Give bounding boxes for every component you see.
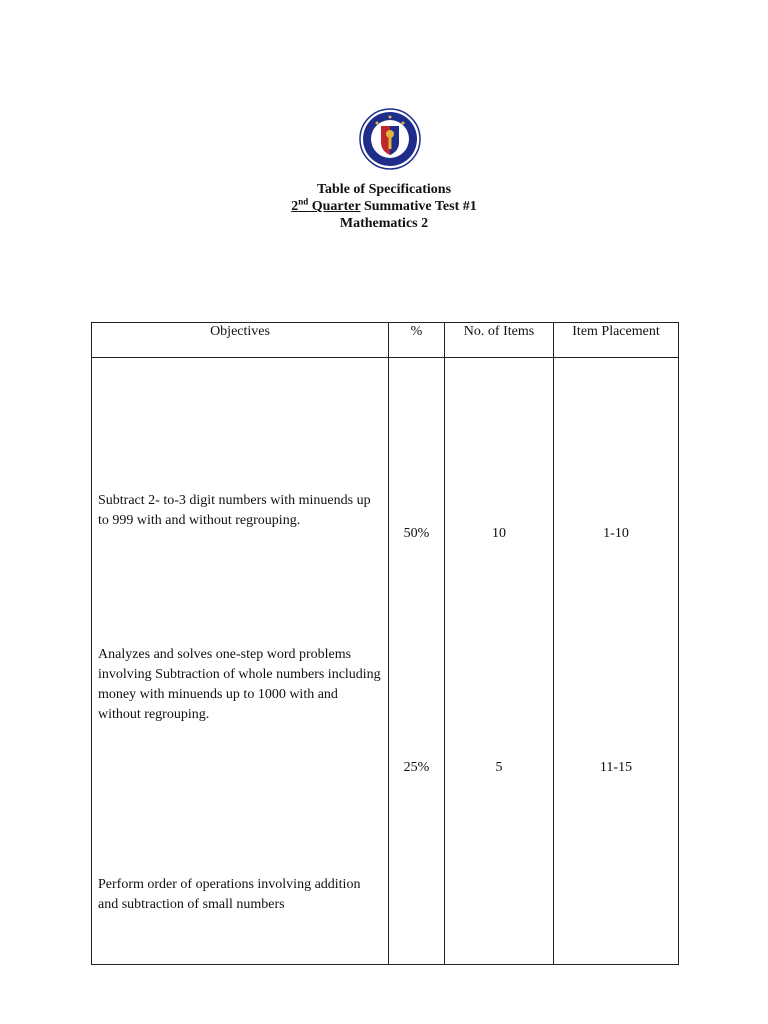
- deped-seal-icon: [355, 107, 425, 171]
- summative-test-label: Summative Test #1: [360, 199, 477, 214]
- table-header-row: [92, 323, 679, 358]
- placement-value-1: 1-10: [603, 526, 629, 541]
- quarter-ordinal-suffix: nd: [298, 196, 309, 207]
- title-block: [0, 181, 768, 232]
- objective-1: Subtract 2- to-3 digit numbers with minuends up to 999 with and without regrouping.: [98, 493, 371, 528]
- quarter-ordinal: 2: [291, 199, 299, 214]
- quarter-label: [291, 196, 361, 214]
- document-subtitle: [0, 198, 768, 215]
- quarter-word: Quarter: [311, 199, 361, 214]
- placement-cell: [554, 358, 679, 965]
- percent-cell: [389, 358, 445, 965]
- percent-value-2: 25%: [403, 760, 430, 775]
- column-header-items: No. of Items: [445, 323, 554, 358]
- table-row: [92, 358, 679, 965]
- items-value-2: 5: [495, 760, 503, 775]
- items-cell: [445, 358, 554, 965]
- document-title: Table of Specifications: [316, 182, 452, 197]
- subject-title: Mathematics 2: [339, 216, 429, 231]
- placement-value-2: 11-15: [599, 760, 633, 775]
- column-header-percent: %: [389, 323, 445, 358]
- items-value-1: 10: [492, 526, 506, 541]
- column-header-placement: Item Placement: [554, 323, 679, 358]
- objective-3: Perform order of operations involving addition and subtraction of small numbers: [98, 877, 361, 912]
- objectives-cell: [92, 358, 389, 965]
- column-header-objectives: Objectives: [92, 323, 389, 358]
- percent-value-1: 50%: [403, 526, 430, 541]
- specifications-table: [91, 322, 679, 965]
- objective-2: Analyzes and solves one-step word problems involving Subtraction of whole numbers including money with minuends up to 1000 with and without regrouping.: [98, 647, 381, 722]
